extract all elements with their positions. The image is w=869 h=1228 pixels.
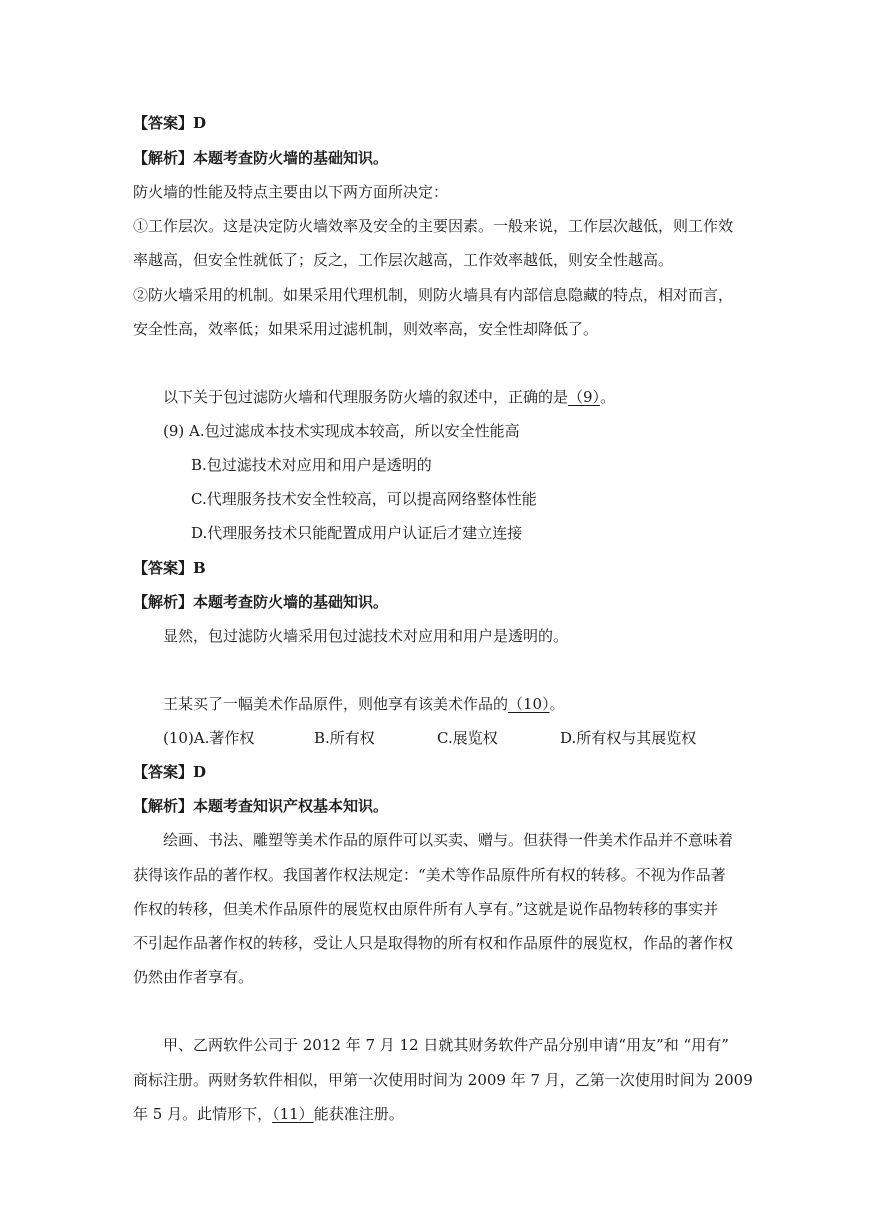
analysis-label: 【解析】本题考查知识产权基本知识。 bbox=[133, 797, 389, 815]
question-blank: （9） bbox=[568, 388, 601, 406]
paragraph: 防火墙的性能及特点主要由以下两方面所决定： bbox=[133, 183, 449, 201]
option-a: (10)A.著作权 bbox=[163, 729, 255, 747]
paragraph: 作权的转移，但美术作品原件的展览权由原件所有人享有。”这就是说作品物转移的事实并 bbox=[133, 900, 719, 918]
stem-text: 以下关于包过滤防火墙和代理服务防火墙的叙述中，正确的是 bbox=[163, 388, 569, 406]
paragraph: 绘画、书法、雕塑等美术作品的原件可以买卖、赠与。但获得一件美术作品并不意味着 bbox=[163, 831, 734, 849]
stem-end: 。 bbox=[600, 388, 616, 406]
answer-label: 【答案】D bbox=[133, 114, 207, 132]
stem-end: 能获准注册。 bbox=[313, 1105, 404, 1123]
option-d: D.所有权与其展览权 bbox=[560, 729, 697, 747]
option-d: D.代理服务技术只能配置成用户认证后才建立连接 bbox=[191, 524, 523, 542]
analysis-label: 【解析】本题考查防火墙的基础知识。 bbox=[133, 149, 389, 167]
question-stem: 商标注册。两财务软件相似，甲第一次使用时间为 2009 年 7 月，乙第一次使用时间为 2009 bbox=[133, 1071, 753, 1089]
option-c: C.展览权 bbox=[437, 729, 498, 747]
option-b: B.所有权 bbox=[314, 729, 375, 747]
paragraph: 显然，包过滤防火墙采用包过滤技术对应用和用户是透明的。 bbox=[163, 627, 569, 645]
option-c: C.代理服务技术安全性较高，可以提高网络整体性能 bbox=[191, 490, 537, 508]
answer-label: 【答案】D bbox=[133, 763, 207, 781]
question-stem: 甲、乙两软件公司于 2012 年 7 月 12 日就其财务软件产品分别申请“用友”和 “用有” bbox=[163, 1036, 729, 1054]
question-blank: （10） bbox=[508, 695, 550, 713]
paragraph: 获得该作品的著作权。我国著作权法规定：“美术等作品原件所有权的转移。不视为作品著 bbox=[133, 866, 726, 884]
paragraph: 率越高，但安全性就低了；反之，工作层次越高，工作效率越低，则安全性越高。 bbox=[133, 251, 674, 269]
question-stem bbox=[133, 1104, 404, 1124]
paragraph: 仍然由作者享有。 bbox=[133, 968, 254, 986]
paragraph: 不引起作品著作权的转移，受让人只是取得物的所有权和作品原件的展览权，作品的著作权 bbox=[133, 934, 734, 952]
question-stem bbox=[163, 387, 615, 407]
paragraph: 安全性高，效率低；如果采用过滤机制，则效率高，安全性却降低了。 bbox=[133, 320, 599, 338]
answer-label: 【答案】B bbox=[133, 559, 206, 577]
paragraph: ①工作层次。这是决定防火墙效率及安全的主要因素。一般来说，工作层次越低，则工作效 bbox=[133, 217, 734, 235]
option-a: (9) A.包过滤成本技术实现成本较高，所以安全性能高 bbox=[163, 422, 520, 440]
stem-text: 王某买了一幅美术作品原件，则他享有该美术作品的 bbox=[163, 695, 509, 713]
stem-end: 。 bbox=[549, 695, 565, 713]
question-blank: （11） bbox=[272, 1105, 314, 1123]
option-b: B.包过滤技术对应用和用户是透明的 bbox=[191, 456, 432, 474]
analysis-label: 【解析】本题考查防火墙的基础知识。 bbox=[133, 593, 389, 611]
paragraph: ②防火墙采用的机制。如果采用代理机制，则防火墙具有内部信息隐藏的特点，相对而言， bbox=[133, 286, 734, 304]
stem-text: 年 5 月。此情形下， bbox=[133, 1105, 273, 1123]
question-stem bbox=[163, 694, 565, 714]
